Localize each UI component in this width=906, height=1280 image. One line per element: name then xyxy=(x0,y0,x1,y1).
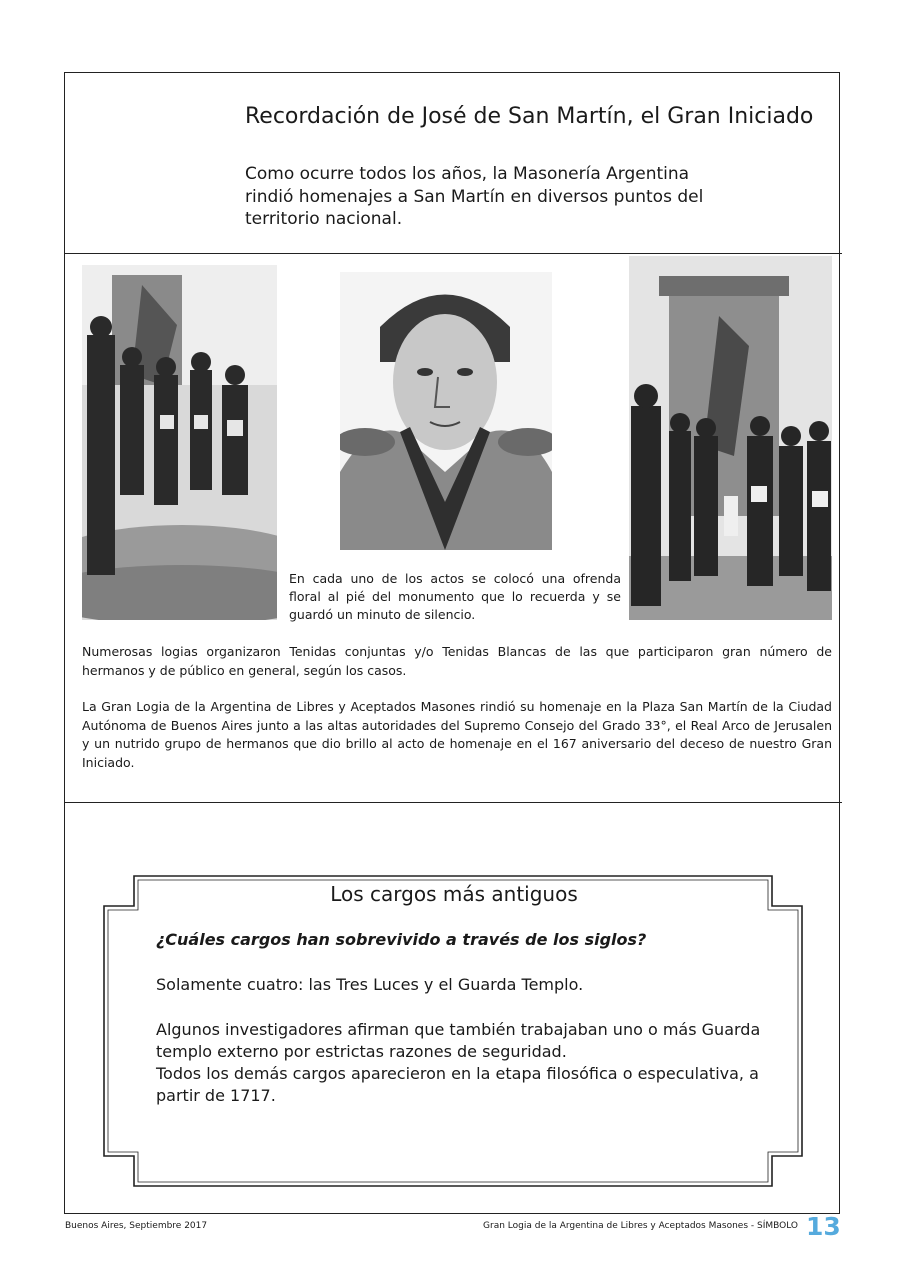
page-number: 13 xyxy=(806,1212,841,1241)
photo-caption: En cada uno de los actos se colocó una ofrenda floral al pié del monumento que lo recuerda y se guardó un minuto de silencio. xyxy=(289,571,621,622)
article-title: Recordación de José de San Martín, el Gran Iniciado xyxy=(245,104,814,129)
article-intro: Como ocurre todos los años, la Masonería Argentina rindió homenajes a San Martín en diversos puntos del territorio nacional. xyxy=(245,164,704,229)
box-detail: Todos los demás cargos aparecieron en la etapa filosófica o especulativa, a partir de 1717. xyxy=(156,1064,759,1105)
box-detail: Algunos investigadores afirman que también trabajaban uno o más Guarda templo externo por estrictas razones de seguridad. xyxy=(156,1020,761,1061)
footer-date: Buenos Aires, Septiembre 2017 xyxy=(65,1221,208,1231)
footer-publication: Gran Logia de la Argentina de Libres y Aceptados Masones - SÍMBOLO xyxy=(483,1221,798,1231)
box-question: ¿Cuáles cargos han sobrevivido a través de los siglos? xyxy=(156,930,647,949)
body-paragraph: La Gran Logia de la Argentina de Libres y Aceptados Masones rindió su homenaje en la Plaza San Martín de la Ciudad Autónoma de Buenos Aires junto a las altas autoridades del Supremo Consejo del Grado 33°, el Real Arco de Jerusalen y un nutrido grupo de hermanos que dio brillo al acto de homenaje en el 167 aniversario del deceso de nuestro Gran Iniciado. xyxy=(82,699,832,770)
body-paragraph: Numerosas logias organizaron Tenidas conjuntas y/o Tenidas Blancas de las que participaron gran número de hermanos y de público en general, según los casos. xyxy=(82,644,832,678)
box-title: Los cargos más antiguos xyxy=(330,882,578,906)
box-answer: Solamente cuatro: las Tres Luces y el Guarda Templo. xyxy=(156,975,584,994)
